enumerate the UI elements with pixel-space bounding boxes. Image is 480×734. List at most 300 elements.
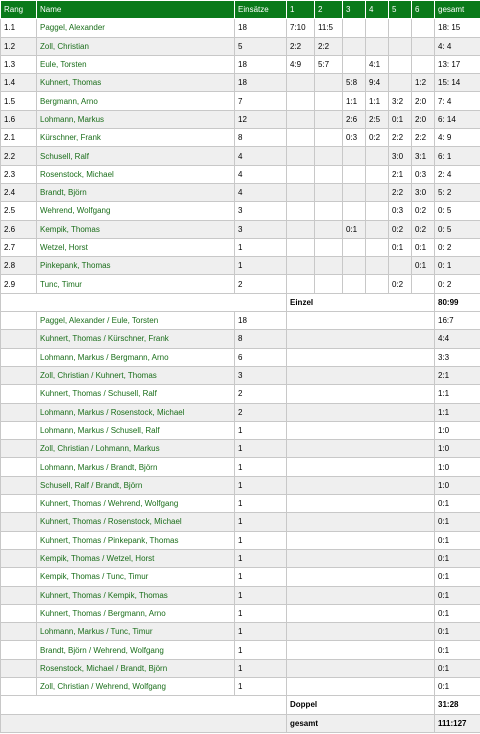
pair-name-link[interactable]: Kuhnert, Thomas / Bergmann, Arno [37, 604, 235, 622]
set-5-cell [389, 74, 412, 92]
set-4-cell [366, 220, 389, 238]
rang-cell [1, 421, 37, 439]
pair-name-link[interactable]: Rosenstock, Michael / Brandt, Björn [37, 659, 235, 677]
pair-name-link[interactable]: Zoll, Christian / Wehrend, Wolfgang [37, 677, 235, 695]
einsaetze-cell: 1 [235, 568, 287, 586]
einsaetze-cell: 1 [235, 238, 287, 256]
set-2-cell [315, 183, 343, 201]
set-4-cell [366, 147, 389, 165]
rang-cell: 2.3 [1, 165, 37, 183]
set-5-cell: 0:1 [389, 238, 412, 256]
sets-cell [287, 458, 435, 476]
set-3-cell [343, 238, 366, 256]
table-row [1, 623, 480, 641]
sets-cell [287, 385, 435, 403]
rang-cell: 2.2 [1, 147, 37, 165]
table-row [1, 165, 480, 183]
total-value: 111:127 [435, 714, 480, 732]
set-1-cell [287, 74, 315, 92]
einsaetze-cell: 7 [235, 92, 287, 110]
set-2-cell [315, 238, 343, 256]
pair-name-link[interactable]: Kuhnert, Thomas / Pinkepank, Thomas [37, 531, 235, 549]
header-set-2: 2 [315, 1, 343, 19]
einsaetze-cell: 4 [235, 147, 287, 165]
header-set-3: 3 [343, 1, 366, 19]
set-6-cell [412, 37, 435, 55]
set-6-cell [412, 275, 435, 293]
einsaetze-cell: 1 [235, 458, 287, 476]
sets-cell [287, 659, 435, 677]
pair-name-link[interactable]: Kuhnert, Thomas / Wehrend, Wolfgang [37, 495, 235, 513]
sets-cell [287, 403, 435, 421]
rang-cell [1, 659, 37, 677]
set-2-cell [315, 147, 343, 165]
gesamt-cell: 3:3 [435, 348, 480, 366]
set-2-cell [315, 202, 343, 220]
set-2-cell: 2:2 [315, 37, 343, 55]
set-2-cell [315, 257, 343, 275]
einsaetze-cell: 1 [235, 586, 287, 604]
gesamt-cell: 16:7 [435, 312, 480, 330]
einsaetze-cell: 1 [235, 421, 287, 439]
sets-cell [287, 677, 435, 695]
einsaetze-cell: 1 [235, 604, 287, 622]
table-row [1, 440, 480, 458]
einsaetze-cell: 1 [235, 513, 287, 531]
einsaetze-cell: 3 [235, 202, 287, 220]
set-3-cell: 0:3 [343, 129, 366, 147]
gesamt-cell: 0: 2 [435, 275, 480, 293]
set-4-cell [366, 238, 389, 256]
sets-cell [287, 312, 435, 330]
set-3-cell [343, 257, 366, 275]
gesamt-cell: 5: 2 [435, 183, 480, 201]
table-row [1, 92, 480, 110]
gesamt-cell: 0:1 [435, 495, 480, 513]
set-4-cell: 2:5 [366, 110, 389, 128]
set-2-cell [315, 110, 343, 128]
gesamt-cell: 1:0 [435, 440, 480, 458]
set-6-cell: 1:2 [412, 74, 435, 92]
einsaetze-cell: 18 [235, 19, 287, 37]
table-row [1, 202, 480, 220]
gesamt-cell: 1:1 [435, 385, 480, 403]
pair-name-link[interactable]: Zoll, Christian / Lohmann, Markus [37, 440, 235, 458]
player-name-link[interactable]: Kuhnert, Thomas [37, 74, 235, 92]
table-row [1, 659, 480, 677]
rang-cell [1, 403, 37, 421]
player-name-link[interactable]: Eule, Torsten [37, 55, 235, 73]
player-name-link[interactable]: Zoll, Christian [37, 37, 235, 55]
einsaetze-cell: 8 [235, 330, 287, 348]
einzel-summary-row [1, 293, 480, 311]
rang-cell [1, 677, 37, 695]
table-row [1, 476, 480, 494]
pair-name-link[interactable]: Kuhnert, Thomas / Schusell, Ralf [37, 385, 235, 403]
header-set-1: 1 [287, 1, 315, 19]
rang-cell [1, 586, 37, 604]
gesamt-cell: 0:1 [435, 586, 480, 604]
set-1-cell [287, 147, 315, 165]
header-row [1, 1, 480, 19]
table-row [1, 275, 480, 293]
set-5-cell: 2:2 [389, 129, 412, 147]
rang-cell [1, 495, 37, 513]
gesamt-cell: 0: 2 [435, 238, 480, 256]
pair-name-link[interactable]: Kempik, Thomas / Tunc, Timur [37, 568, 235, 586]
set-3-cell: 0:1 [343, 220, 366, 238]
einsaetze-cell: 1 [235, 257, 287, 275]
set-5-cell [389, 257, 412, 275]
rang-cell: 1.6 [1, 110, 37, 128]
table-row [1, 421, 480, 439]
set-6-cell: 3:0 [412, 183, 435, 201]
einsaetze-cell: 12 [235, 110, 287, 128]
header-set-5: 5 [389, 1, 412, 19]
sets-cell [287, 568, 435, 586]
table-row [1, 531, 480, 549]
rang-cell: 2.4 [1, 183, 37, 201]
table-row [1, 37, 480, 55]
set-5-cell: 0:1 [389, 110, 412, 128]
player-name-link[interactable]: Brandt, Björn [37, 183, 235, 201]
rang-cell [1, 476, 37, 494]
table-row [1, 513, 480, 531]
set-3-cell [343, 202, 366, 220]
total-label: gesamt [287, 714, 435, 732]
einsaetze-cell: 18 [235, 312, 287, 330]
table-row [1, 549, 480, 567]
set-4-cell: 9:4 [366, 74, 389, 92]
set-1-cell [287, 183, 315, 201]
einsaetze-cell: 4 [235, 165, 287, 183]
set-2-cell [315, 220, 343, 238]
rang-cell [1, 348, 37, 366]
gesamt-cell: 1:1 [435, 403, 480, 421]
gesamt-cell: 0:1 [435, 659, 480, 677]
pair-name-link[interactable]: Lohmann, Markus / Bergmann, Arno [37, 348, 235, 366]
sets-cell [287, 623, 435, 641]
set-6-cell [412, 19, 435, 37]
set-6-cell [412, 55, 435, 73]
table-row [1, 257, 480, 275]
set-2-cell [315, 74, 343, 92]
set-6-cell: 0:2 [412, 202, 435, 220]
table-row [1, 495, 480, 513]
sets-cell [287, 641, 435, 659]
pair-name-link[interactable]: Lohmann, Markus / Tunc, Timur [37, 623, 235, 641]
blank-cell [1, 714, 287, 732]
set-2-cell [315, 275, 343, 293]
gesamt-cell: 1:0 [435, 476, 480, 494]
set-5-cell: 2:1 [389, 165, 412, 183]
blank-cell [1, 696, 287, 714]
table-row [1, 220, 480, 238]
set-3-cell [343, 275, 366, 293]
sets-cell [287, 421, 435, 439]
player-name-link[interactable]: Lohmann, Markus [37, 110, 235, 128]
sets-cell [287, 495, 435, 513]
set-4-cell [366, 165, 389, 183]
pair-name-link[interactable]: Zoll, Christian / Kuhnert, Thomas [37, 366, 235, 384]
rang-cell [1, 312, 37, 330]
gesamt-cell: 1:0 [435, 458, 480, 476]
set-4-cell [366, 19, 389, 37]
header-set-6: 6 [412, 1, 435, 19]
header-einsaetze: Einsätze [235, 1, 287, 19]
set-6-cell: 3:1 [412, 147, 435, 165]
set-5-cell: 0:2 [389, 275, 412, 293]
set-4-cell [366, 275, 389, 293]
rang-cell [1, 458, 37, 476]
header-set-4: 4 [366, 1, 389, 19]
total-summary-row [1, 714, 480, 732]
player-name-link[interactable]: Wehrend, Wolfgang [37, 202, 235, 220]
set-3-cell [343, 183, 366, 201]
table-row [1, 74, 480, 92]
einsaetze-cell: 2 [235, 275, 287, 293]
gesamt-cell: 2:1 [435, 366, 480, 384]
set-3-cell: 5:8 [343, 74, 366, 92]
doppel-summary-row [1, 696, 480, 714]
rang-cell: 2.5 [1, 202, 37, 220]
set-5-cell: 0:3 [389, 202, 412, 220]
pair-name-link[interactable]: Lohmann, Markus / Schusell, Ralf [37, 421, 235, 439]
rang-cell [1, 330, 37, 348]
rang-cell: 2.6 [1, 220, 37, 238]
set-6-cell: 0:3 [412, 165, 435, 183]
gesamt-cell: 0:1 [435, 513, 480, 531]
einsaetze-cell: 5 [235, 37, 287, 55]
table-row [1, 366, 480, 384]
pair-name-link[interactable]: Kempik, Thomas / Wetzel, Horst [37, 549, 235, 567]
einsaetze-cell: 1 [235, 677, 287, 695]
set-6-cell: 2:0 [412, 92, 435, 110]
table-row [1, 147, 480, 165]
table-row [1, 110, 480, 128]
set-4-cell: 4:1 [366, 55, 389, 73]
einsaetze-cell: 6 [235, 348, 287, 366]
table-row [1, 403, 480, 421]
header-gesamt: gesamt [435, 1, 480, 19]
einsaetze-cell: 1 [235, 495, 287, 513]
sets-cell [287, 440, 435, 458]
rang-cell: 2.1 [1, 129, 37, 147]
set-6-cell: 0:1 [412, 238, 435, 256]
set-5-cell: 3:2 [389, 92, 412, 110]
gesamt-cell: 4:4 [435, 330, 480, 348]
player-name-link[interactable]: Rosenstock, Michael [37, 165, 235, 183]
set-2-cell [315, 129, 343, 147]
gesamt-cell: 0:1 [435, 677, 480, 695]
set-6-cell: 0:2 [412, 220, 435, 238]
set-1-cell [287, 129, 315, 147]
pair-name-link[interactable]: Kuhnert, Thomas / Rosenstock, Michael [37, 513, 235, 531]
set-4-cell [366, 202, 389, 220]
rang-cell: 1.5 [1, 92, 37, 110]
set-5-cell [389, 55, 412, 73]
set-1-cell [287, 220, 315, 238]
gesamt-cell: 7: 4 [435, 92, 480, 110]
table-row [1, 330, 480, 348]
einsaetze-cell: 18 [235, 55, 287, 73]
gesamt-cell: 13: 17 [435, 55, 480, 73]
einsaetze-cell: 1 [235, 641, 287, 659]
table-row [1, 55, 480, 73]
rang-cell [1, 385, 37, 403]
rang-cell: 1.4 [1, 74, 37, 92]
set-1-cell [287, 165, 315, 183]
doppel-label: Doppel [287, 696, 435, 714]
table-row [1, 604, 480, 622]
set-6-cell: 2:0 [412, 110, 435, 128]
player-name-link[interactable]: Bergmann, Arno [37, 92, 235, 110]
einsaetze-cell: 8 [235, 129, 287, 147]
set-3-cell [343, 19, 366, 37]
einsaetze-cell: 1 [235, 659, 287, 677]
set-2-cell [315, 165, 343, 183]
set-5-cell: 3:0 [389, 147, 412, 165]
gesamt-cell: 6: 14 [435, 110, 480, 128]
set-1-cell [287, 92, 315, 110]
table-row [1, 385, 480, 403]
gesamt-cell: 0:1 [435, 531, 480, 549]
set-4-cell: 1:1 [366, 92, 389, 110]
table-row [1, 238, 480, 256]
pair-name-link[interactable]: Kuhnert, Thomas / Kürschner, Frank [37, 330, 235, 348]
einzel-label: Einzel [287, 293, 435, 311]
gesamt-cell: 4: 9 [435, 129, 480, 147]
einsaetze-cell: 3 [235, 366, 287, 384]
set-1-cell: 4:9 [287, 55, 315, 73]
set-1-cell [287, 110, 315, 128]
einsaetze-cell: 1 [235, 531, 287, 549]
set-6-cell: 2:2 [412, 129, 435, 147]
header-name: Name [37, 1, 235, 19]
set-1-cell [287, 202, 315, 220]
einsaetze-cell: 1 [235, 623, 287, 641]
table-row [1, 677, 480, 695]
table-row [1, 586, 480, 604]
rang-cell [1, 568, 37, 586]
sets-cell [287, 476, 435, 494]
rang-cell [1, 641, 37, 659]
set-4-cell: 0:2 [366, 129, 389, 147]
gesamt-cell: 15: 14 [435, 74, 480, 92]
player-name-link[interactable]: Kürschner, Frank [37, 129, 235, 147]
player-name-link[interactable]: Schusell, Ralf [37, 147, 235, 165]
gesamt-cell: 18: 15 [435, 19, 480, 37]
set-3-cell [343, 165, 366, 183]
set-3-cell [343, 147, 366, 165]
set-6-cell: 0:1 [412, 257, 435, 275]
set-3-cell: 2:6 [343, 110, 366, 128]
set-5-cell [389, 19, 412, 37]
gesamt-cell: 0:1 [435, 549, 480, 567]
gesamt-cell: 0: 5 [435, 220, 480, 238]
sets-cell [287, 549, 435, 567]
set-1-cell [287, 275, 315, 293]
set-1-cell: 7:10 [287, 19, 315, 37]
set-3-cell [343, 55, 366, 73]
player-name-link[interactable]: Kempik, Thomas [37, 220, 235, 238]
rang-cell [1, 366, 37, 384]
header-rang: Rang [1, 1, 37, 19]
player-name-link[interactable]: Wetzel, Horst [37, 238, 235, 256]
set-1-cell [287, 238, 315, 256]
rang-cell: 1.1 [1, 19, 37, 37]
table-row [1, 129, 480, 147]
set-1-cell: 2:2 [287, 37, 315, 55]
set-5-cell [389, 37, 412, 55]
rang-cell: 1.2 [1, 37, 37, 55]
sets-cell [287, 586, 435, 604]
table-row [1, 458, 480, 476]
set-4-cell [366, 37, 389, 55]
rang-cell: 2.8 [1, 257, 37, 275]
table-row [1, 183, 480, 201]
table-row [1, 568, 480, 586]
set-1-cell [287, 257, 315, 275]
einsaetze-cell: 2 [235, 385, 287, 403]
doppel-total: 31:28 [435, 696, 480, 714]
set-4-cell [366, 183, 389, 201]
einsaetze-cell: 18 [235, 74, 287, 92]
rang-cell: 2.9 [1, 275, 37, 293]
pair-name-link[interactable]: Kuhnert, Thomas / Kempik, Thomas [37, 586, 235, 604]
einzel-total: 80:99 [435, 293, 480, 311]
gesamt-cell: 6: 1 [435, 147, 480, 165]
player-name-link[interactable]: Paggel, Alexander [37, 19, 235, 37]
table-row [1, 312, 480, 330]
gesamt-cell: 0:1 [435, 568, 480, 586]
gesamt-cell: 0:1 [435, 604, 480, 622]
set-2-cell: 11:5 [315, 19, 343, 37]
set-3-cell [343, 37, 366, 55]
blank-cell [1, 293, 287, 311]
rang-cell: 1.3 [1, 55, 37, 73]
gesamt-cell: 2: 4 [435, 165, 480, 183]
einsaetze-cell: 1 [235, 476, 287, 494]
set-5-cell: 0:2 [389, 220, 412, 238]
gesamt-cell: 0: 5 [435, 202, 480, 220]
set-2-cell [315, 92, 343, 110]
player-name-link[interactable]: Tunc, Timur [37, 275, 235, 293]
pair-name-link[interactable]: Paggel, Alexander / Eule, Torsten [37, 312, 235, 330]
sets-cell [287, 348, 435, 366]
gesamt-cell: 0: 1 [435, 257, 480, 275]
sets-cell [287, 330, 435, 348]
pair-name-link[interactable]: Brandt, Björn / Wehrend, Wolfgang [37, 641, 235, 659]
gesamt-cell: 0:1 [435, 641, 480, 659]
einsaetze-cell: 1 [235, 440, 287, 458]
sets-cell [287, 513, 435, 531]
set-5-cell: 2:2 [389, 183, 412, 201]
pair-name-link[interactable]: Schusell, Ralf / Brandt, Björn [37, 476, 235, 494]
einsaetze-cell: 2 [235, 403, 287, 421]
table-row [1, 641, 480, 659]
einsaetze-cell: 3 [235, 220, 287, 238]
pair-name-link[interactable]: Lohmann, Markus / Brandt, Björn [37, 458, 235, 476]
rang-cell [1, 440, 37, 458]
einsaetze-cell: 4 [235, 183, 287, 201]
player-name-link[interactable]: Pinkepank, Thomas [37, 257, 235, 275]
rang-cell [1, 531, 37, 549]
set-4-cell [366, 257, 389, 275]
rang-cell [1, 604, 37, 622]
pair-name-link[interactable]: Lohmann, Markus / Rosenstock, Michael [37, 403, 235, 421]
set-2-cell: 5:7 [315, 55, 343, 73]
